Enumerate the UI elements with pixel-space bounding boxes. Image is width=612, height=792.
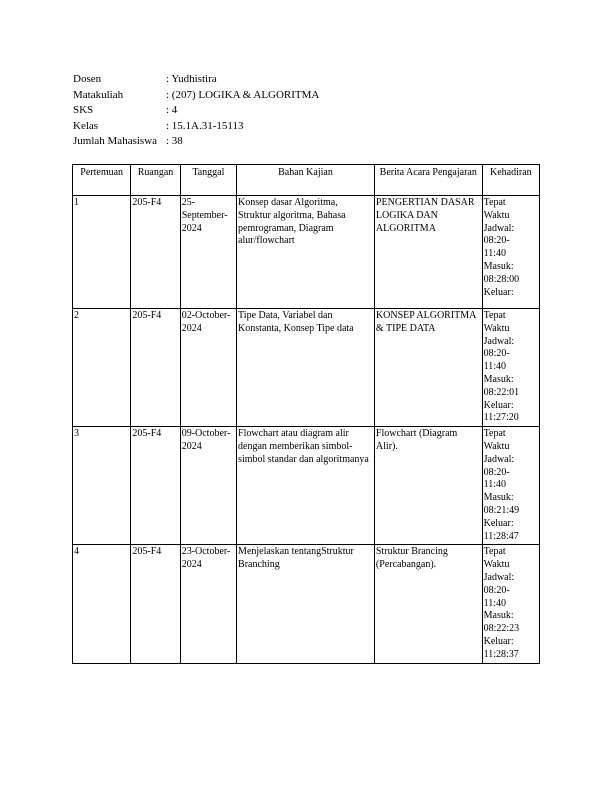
- cell-bahan-kajian: Menjelaskan tentangStruktur Branching: [237, 545, 375, 663]
- table-row: [73, 427, 540, 545]
- table-body: [73, 196, 540, 664]
- kehadiran-line: 11:40: [483, 597, 507, 609]
- kehadiran-line: 08:28:00: [483, 273, 520, 285]
- kehadiran-line: Waktu: [483, 322, 510, 334]
- kehadiran-line: 08:20-: [483, 348, 510, 360]
- cell-berita-acara: Struktur Brancing (Percabangan).: [374, 545, 482, 663]
- kehadiran-line: 08:20-: [483, 235, 510, 247]
- table-header-row: [73, 165, 540, 196]
- table-row: [73, 196, 540, 309]
- course-info: [73, 72, 319, 150]
- table-row: [73, 309, 540, 427]
- matakuliah-label: Matakuliah: [73, 88, 124, 101]
- kehadiran-line: 11:28:47: [483, 530, 519, 542]
- sks-value: : 4: [166, 104, 178, 117]
- info-row-jumlah-mahasiswa: [73, 134, 319, 150]
- cell-kehadiran: [482, 545, 539, 663]
- table-row: [73, 545, 540, 663]
- kehadiran-line: 11:40: [483, 361, 507, 373]
- kehadiran-line: Keluar:: [483, 286, 514, 298]
- info-row-matakuliah: [73, 88, 319, 104]
- kehadiran-line: Waktu: [483, 440, 510, 452]
- kehadiran-line: Tepat: [483, 428, 506, 440]
- kehadiran-line: Waktu: [483, 559, 510, 571]
- sks-label: SKS: [73, 104, 94, 117]
- dosen-label: Dosen: [73, 73, 102, 85]
- jumlah-mahasiswa-label: Jumlah Mahasiswa: [73, 135, 158, 148]
- kehadiran-line: Jadwal:: [483, 571, 515, 583]
- cell-pertemuan: 1: [73, 196, 131, 309]
- kehadiran-line: Masuk:: [483, 373, 514, 385]
- header-tanggal: Tanggal: [180, 165, 236, 196]
- kehadiran-line: 08:21:49: [483, 504, 520, 516]
- kehadiran-line: Tepat: [483, 310, 506, 321]
- cell-kehadiran: [482, 309, 539, 427]
- header-bahan-kajian: Bahan Kajian: [237, 165, 375, 196]
- header-pertemuan: Pertemuan: [73, 165, 131, 196]
- cell-ruangan: 205-F4: [131, 427, 180, 545]
- cell-bahan-kajian: Tipe Data, Variabel dan Konstanta, Konsep Tipe data: [237, 309, 375, 427]
- cell-kehadiran: [482, 196, 539, 309]
- kehadiran-line: Keluar:: [483, 517, 514, 529]
- kehadiran-line: Masuk:: [483, 260, 514, 272]
- cell-pertemuan: 3: [73, 427, 131, 545]
- info-row-kelas: [73, 119, 319, 135]
- kehadiran-line: Masuk:: [483, 492, 514, 504]
- header-ruangan: Ruangan: [131, 165, 180, 196]
- cell-ruangan: 205-F4: [131, 196, 180, 309]
- cell-bahan-kajian: Flowchart atau diagram alir dengan memberikan simbol-simbol standar dan algoritmanya: [237, 427, 375, 545]
- cell-kehadiran: [482, 427, 539, 545]
- kehadiran-line: 08:20-: [483, 466, 510, 478]
- kehadiran-line: Keluar:: [483, 399, 514, 411]
- kehadiran-line: 11:40: [483, 248, 507, 260]
- attendance-table: [72, 164, 540, 664]
- jumlah-mahasiswa-value: : 38: [166, 135, 183, 148]
- kehadiran-line: Tepat: [483, 197, 506, 208]
- cell-pertemuan: 2: [73, 309, 131, 427]
- kehadiran-line: 08:22:01: [483, 386, 520, 398]
- header-berita-acara: Berita Acara Pengajaran: [374, 165, 482, 196]
- kehadiran-line: 11:40: [483, 479, 507, 491]
- kehadiran-line: Jadwal:: [483, 335, 515, 347]
- cell-ruangan: 205-F4: [131, 309, 180, 427]
- header-kehadiran: Kehadiran: [482, 165, 539, 196]
- kehadiran-line: Jadwal:: [483, 453, 515, 465]
- kehadiran-line: 11:27:20: [483, 412, 519, 424]
- kehadiran-line: Waktu: [483, 209, 510, 221]
- cell-berita-acara: KONSEP ALGORITMA & TIPE DATA: [374, 309, 482, 427]
- kehadiran-line: Jadwal:: [483, 222, 515, 234]
- cell-pertemuan: 4: [73, 545, 131, 663]
- cell-tanggal: 25-September-2024: [180, 196, 236, 309]
- kehadiran-line: Keluar:: [483, 635, 514, 647]
- cell-tanggal: 09-October-2024: [180, 427, 236, 545]
- kehadiran-line: Tepat: [483, 546, 506, 558]
- info-row-dosen: [73, 72, 319, 88]
- kehadiran-line: 11:28:37: [483, 648, 519, 660]
- cell-berita-acara: PENGERTIAN DASAR LOGIKA DAN ALGORITMA: [374, 196, 482, 309]
- kehadiran-line: Masuk:: [483, 610, 514, 622]
- info-row-sks: [73, 103, 319, 119]
- kelas-label: Kelas: [73, 119, 99, 132]
- cell-tanggal: 02-October-2024: [180, 309, 236, 427]
- matakuliah-value: : (207) LOGIKA & ALGORITMA: [166, 88, 320, 101]
- cell-bahan-kajian: Konsep dasar Algoritma, Struktur algoritma, Bahasa pemrograman, Diagram alur/flowchart: [237, 196, 375, 309]
- dosen-value: : Yudhistira: [166, 73, 217, 85]
- kehadiran-line: 08:20-: [483, 584, 510, 596]
- cell-berita-acara: Flowchart (Diagram Alir).: [374, 427, 482, 545]
- cell-tanggal: 23-October-2024: [180, 545, 236, 663]
- cell-ruangan: 205-F4: [131, 545, 180, 663]
- kelas-value: : 15.1A.31-15113: [166, 119, 244, 132]
- kehadiran-line: 08:22:23: [483, 623, 520, 635]
